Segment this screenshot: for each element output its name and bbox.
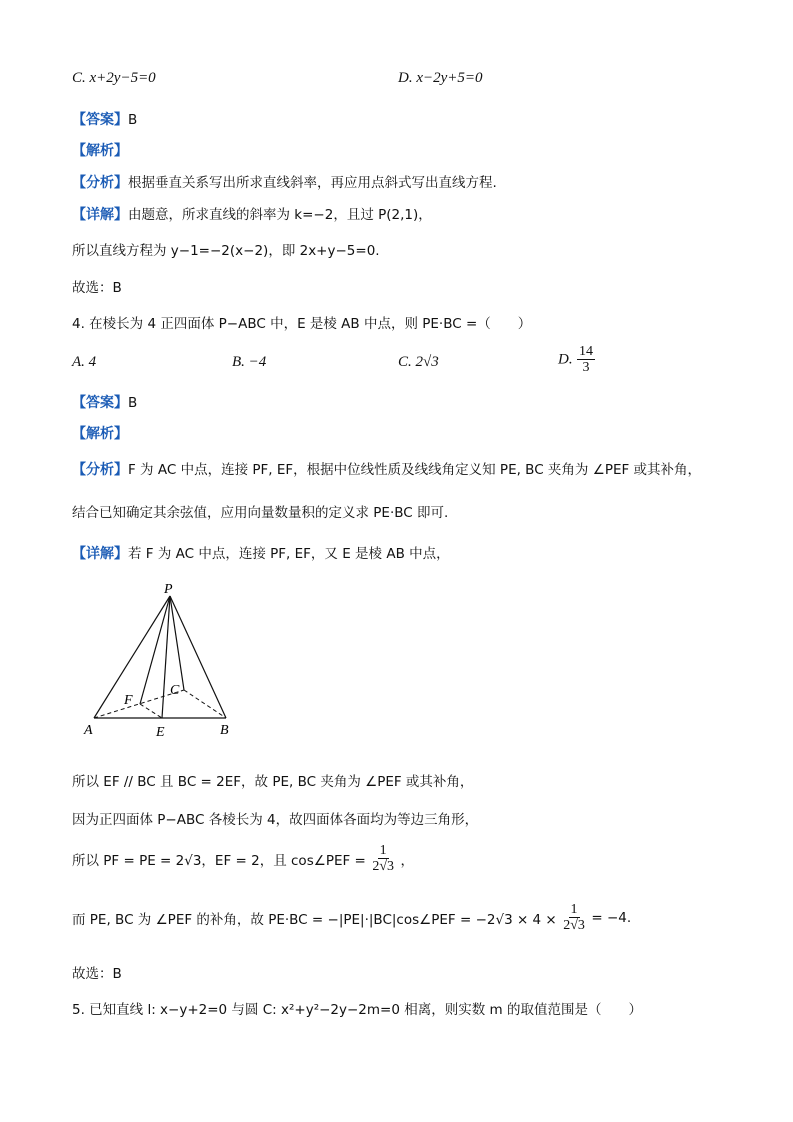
q3-option-d: D. x−2y+5=0	[398, 70, 483, 86]
segment-pf	[140, 596, 170, 704]
label-e: E	[156, 725, 165, 740]
option-d-fraction	[577, 344, 595, 376]
q3-line-equation: 所以直线方程为 y−1=−2(x−2)，即 2x+y−5=0.	[72, 243, 380, 259]
option-d-label: D.	[558, 351, 573, 368]
q4-option-b: B. −4	[232, 354, 267, 370]
fenxi-text: 根据垂直关系写出所求直线斜率，再应用点斜式写出直线方程.	[128, 175, 497, 191]
label-p: P	[164, 582, 173, 597]
label-a: A	[84, 723, 93, 738]
fenxi-tag: 【分析】	[72, 462, 128, 478]
q4-option-a: A. 4	[72, 354, 97, 370]
segment-fe	[140, 704, 162, 718]
q3-choice: 故选：B	[72, 280, 122, 296]
q4-line-1: 所以 EF // BC 且 BC = 2EF，故 PE, BC 夹角为 ∠PEF 或其补角，	[72, 774, 474, 790]
q4-fenxi-text-2: 结合已知确定其余弦值，应用向量数量积的定义求 PE·BC 即可.	[72, 505, 449, 521]
analysis-tag: 【解析】	[72, 426, 128, 442]
fraction-denominator: 3	[582, 360, 590, 375]
q4-line-2: 因为正四面体 P−ABC 各棱长为 4，故四面体各面均为等边三角形，	[72, 812, 479, 828]
q4-stem: 4. 在棱长为 4 正四面体 P−ABC 中，E 是棱 AB 中点，则 PE·BC =（ ）	[72, 316, 532, 332]
q4-line-4	[72, 902, 631, 934]
q3-option-c: C. x+2y−5=0	[72, 70, 156, 86]
label-f: F	[124, 693, 133, 708]
q4-option-c: C. 2√3	[398, 354, 439, 370]
fenxi-tag: 【分析】	[72, 175, 128, 191]
answer-tag: 【答案】	[72, 395, 128, 411]
answer-value: B	[128, 395, 138, 411]
analysis-tag: 【解析】	[72, 143, 128, 159]
q4-choice: 故选：B	[72, 966, 122, 982]
fraction-denominator: 2√3	[372, 859, 395, 874]
q4-fenxi-row	[72, 458, 701, 479]
detail-text: 若 F 为 AC 中点，连接 PF, EF，又 E 是棱 AB 中点，	[128, 546, 450, 562]
fenxi-text: F 为 AC 中点，连接 PF, EF，根据中位线性质及线线角定义知 PE, BC 夹角为 ∠PEF 或其补角，	[128, 462, 702, 478]
q4-answer-row	[72, 392, 137, 412]
label-b: B	[220, 723, 229, 738]
q4-option-d	[558, 344, 595, 376]
fraction-numerator: 1	[570, 902, 578, 917]
line-4-end: = −4.	[591, 910, 632, 926]
q3-detail-row	[72, 203, 432, 224]
q3-answer-row	[72, 109, 137, 129]
detail-text: 由题意，所求直线的斜率为 k=−2，且过 P(2,1)，	[128, 207, 432, 223]
answer-tag: 【答案】	[72, 112, 128, 128]
q3-fenxi-row	[72, 171, 497, 192]
fraction-denominator: 2√3	[563, 918, 585, 933]
detail-tag: 【详解】	[72, 207, 128, 223]
fraction-numerator: 14	[579, 344, 594, 359]
q4-detail-row	[72, 542, 450, 563]
line-3-end: ，	[400, 853, 414, 869]
line-4-text: 而 PE, BC 为 ∠PEF 的补角，故 PE·BC = −|PE|·|BC|cos∠PEF = −2√3 × 4 ×	[72, 912, 557, 928]
answer-value: B	[128, 112, 138, 128]
label-c: C	[170, 683, 180, 698]
line-3-text: 所以 PF = PE = 2√3，EF = 2，且 cos∠PEF =	[72, 853, 366, 869]
segment-pe	[162, 596, 170, 718]
q4-line-3	[72, 843, 414, 875]
fraction-numerator: 1	[379, 843, 387, 858]
detail-tag: 【详解】	[72, 546, 128, 562]
q5-stem: 5. 已知直线 l: x−y+2=0 与圆 C: x²+y²−2y−2m=0 相离，则实数 m 的取值范围是（ ）	[72, 1002, 642, 1018]
tetrahedron-figure	[80, 582, 250, 742]
product-fraction	[561, 902, 587, 934]
cos-fraction	[370, 843, 396, 875]
